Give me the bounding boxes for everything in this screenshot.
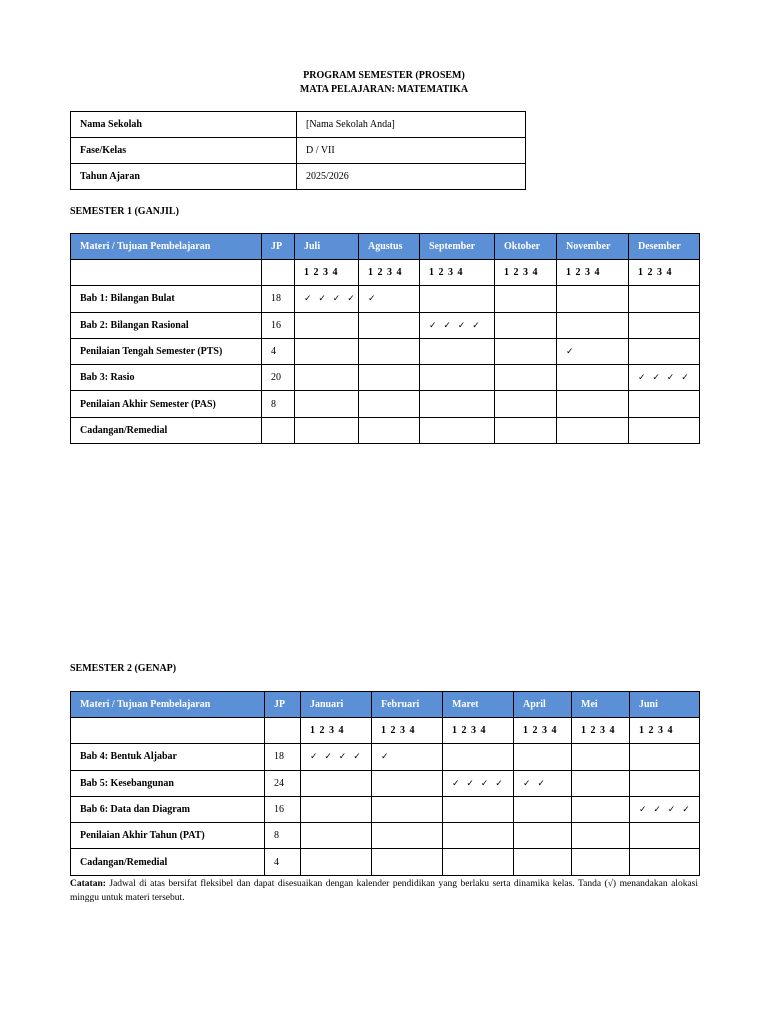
column-header-month: Juli [295,234,359,260]
week-allocation-cell [359,338,420,364]
week-numbers: 1 2 3 4 [420,260,495,286]
week-allocation-cell [557,365,629,391]
column-header-month: Oktober [495,234,557,260]
empty-cell [262,260,295,286]
document-subtitle: MATA PELAJARAN: MATEMATIKA [299,84,469,95]
week-allocation-cell [572,744,630,770]
table-row [71,417,700,443]
jp-cell: 4 [265,849,301,875]
checkmark-icon: ✓ [368,294,378,305]
semester-1-table [70,233,700,444]
week-allocation-cell [572,823,630,849]
checkmark-icon: ✓ ✓ ✓ ✓ [638,373,691,384]
week-allocation-cell [301,796,372,822]
jp-cell: 20 [262,365,295,391]
week-allocation-cell [420,286,495,312]
jp-cell [262,417,295,443]
materi-cell: Cadangan/Remedial [71,417,262,443]
week-allocation-cell [372,823,443,849]
week-allocation-cell [557,338,629,364]
materi-cell: Bab 3: Rasio [71,365,262,391]
materi-cell: Bab 5: Kesebangunan [71,770,265,796]
jp-cell: 16 [262,312,295,338]
week-allocation-cell [629,417,700,443]
week-allocation-cell [630,744,700,770]
school-info-table [70,111,526,190]
week-numbers: 1 2 3 4 [301,718,372,744]
week-allocation-cell [514,849,572,875]
jp-cell: 4 [262,338,295,364]
week-allocation-cell [359,391,420,417]
footnote-label: Catatan: [70,879,106,889]
week-numbers: 1 2 3 4 [514,718,572,744]
week-allocation-cell [630,770,700,796]
week-allocation-cell [420,312,495,338]
week-allocation-cell [629,391,700,417]
empty-cell [265,718,301,744]
week-allocation-cell [495,391,557,417]
week-allocation-cell [629,312,700,338]
info-label: Fase/Kelas [71,138,297,164]
week-allocation-cell [572,849,630,875]
jp-cell: 18 [262,286,295,312]
week-allocation-cell [301,849,372,875]
week-allocation-cell [420,338,495,364]
materi-cell: Bab 6: Data dan Diagram [71,796,265,822]
materi-cell: Bab 4: Bentuk Aljabar [71,744,265,770]
week-allocation-cell [630,849,700,875]
column-header-month: Desember [629,234,700,260]
footnote [70,877,698,905]
table-row [71,312,700,338]
week-allocation-cell [301,744,372,770]
info-value: [Nama Sekolah Anda] [297,112,526,138]
info-label: Tahun Ajaran [71,164,297,190]
info-value: D / VII [297,138,526,164]
week-allocation-cell [514,770,572,796]
semester-2-heading: SEMESTER 2 (GENAP) [70,663,177,674]
week-allocation-cell [295,417,359,443]
header-row [71,692,700,718]
week-allocation-cell [443,744,514,770]
week-allocation-cell [359,312,420,338]
week-number-row [71,260,700,286]
week-allocation-cell [301,823,372,849]
week-allocation-cell [629,338,700,364]
table-row [71,849,700,875]
checkmark-icon: ✓ ✓ ✓ ✓ [304,294,357,305]
week-allocation-cell [420,391,495,417]
table-row [71,796,700,822]
empty-cell [71,718,265,744]
column-header-month: Juni [630,692,700,718]
week-allocation-cell [295,338,359,364]
checkmark-icon: ✓ ✓ ✓ ✓ [310,752,363,763]
week-allocation-cell [420,365,495,391]
column-header-month: Mei [572,692,630,718]
week-allocation-cell [572,770,630,796]
checkmark-icon: ✓ ✓ ✓ ✓ [452,778,505,789]
week-allocation-cell [295,391,359,417]
semester-2-table [70,691,700,876]
materi-cell: Penilaian Tengah Semester (PTS) [71,338,262,364]
week-allocation-cell [495,312,557,338]
footnote-text: Jadwal di atas bersifat fleksibel dan dapat disesuaikan dengan kalender pendidikan yang berlaku serta dinamika kelas. Tanda (√) menandakan alokasi minggu untuk materi tersebut. [70,879,698,903]
week-allocation-cell [301,770,372,796]
materi-cell: Cadangan/Remedial [71,849,265,875]
week-allocation-cell [557,391,629,417]
empty-cell [71,260,262,286]
table-row [71,744,700,770]
column-header-materi: Materi / Tujuan Pembelajaran [71,692,265,718]
jp-cell: 8 [265,823,301,849]
week-numbers: 1 2 3 4 [443,718,514,744]
column-header-jp: JP [265,692,301,718]
column-header-materi: Materi / Tujuan Pembelajaran [71,234,262,260]
jp-cell: 18 [265,744,301,770]
header-row [71,234,700,260]
week-allocation-cell [514,796,572,822]
week-allocation-cell [295,312,359,338]
week-allocation-cell [372,744,443,770]
week-allocation-cell [359,286,420,312]
week-allocation-cell [372,849,443,875]
table-row [71,823,700,849]
materi-cell: Bab 1: Bilangan Bulat [71,286,262,312]
week-allocation-cell [443,823,514,849]
info-row [71,164,526,190]
week-allocation-cell [443,796,514,822]
column-header-month: Agustus [359,234,420,260]
checkmark-icon: ✓ ✓ ✓ ✓ [429,320,482,331]
week-allocation-cell [359,417,420,443]
table-row [71,338,700,364]
week-allocation-cell [630,796,700,822]
week-allocation-cell [629,365,700,391]
info-value: 2025/2026 [297,164,526,190]
info-label: Nama Sekolah [71,112,297,138]
column-header-month: April [514,692,572,718]
week-allocation-cell [557,312,629,338]
week-numbers: 1 2 3 4 [359,260,420,286]
materi-cell: Penilaian Akhir Tahun (PAT) [71,823,265,849]
materi-cell: Penilaian Akhir Semester (PAS) [71,391,262,417]
week-allocation-cell [629,286,700,312]
week-numbers: 1 2 3 4 [495,260,557,286]
checkmark-icon: ✓ ✓ [523,778,547,789]
jp-cell: 16 [265,796,301,822]
info-row [71,138,526,164]
week-allocation-cell [295,286,359,312]
week-allocation-cell [372,770,443,796]
week-allocation-cell [495,338,557,364]
jp-cell: 8 [262,391,295,417]
jp-cell: 24 [265,770,301,796]
checkmark-icon: ✓ [566,347,576,358]
column-header-month: September [420,234,495,260]
table-row [71,365,700,391]
week-allocation-cell [420,417,495,443]
week-allocation-cell [443,770,514,796]
table-row [71,286,700,312]
column-header-jp: JP [262,234,295,260]
week-allocation-cell [514,823,572,849]
week-numbers: 1 2 3 4 [295,260,359,286]
week-number-row [71,718,700,744]
week-allocation-cell [572,796,630,822]
column-header-month: Maret [443,692,514,718]
week-numbers: 1 2 3 4 [557,260,629,286]
semester-1-heading: SEMESTER 1 (GANJIL) [70,206,179,217]
checkmark-icon: ✓ [381,752,391,763]
week-numbers: 1 2 3 4 [572,718,630,744]
week-allocation-cell [359,365,420,391]
checkmark-icon: ✓ ✓ ✓ ✓ [639,805,692,816]
week-allocation-cell [495,365,557,391]
week-allocation-cell [443,849,514,875]
week-allocation-cell [630,823,700,849]
week-allocation-cell [372,796,443,822]
column-header-month: Januari [301,692,372,718]
week-allocation-cell [557,286,629,312]
materi-cell: Bab 2: Bilangan Rasional [71,312,262,338]
week-numbers: 1 2 3 4 [372,718,443,744]
column-header-month: November [557,234,629,260]
week-allocation-cell [514,744,572,770]
week-numbers: 1 2 3 4 [629,260,700,286]
week-allocation-cell [557,417,629,443]
info-row [71,112,526,138]
table-row [71,391,700,417]
week-allocation-cell [495,286,557,312]
table-row [71,770,700,796]
column-header-month: Februari [372,692,443,718]
week-allocation-cell [495,417,557,443]
week-allocation-cell [295,365,359,391]
week-numbers: 1 2 3 4 [630,718,700,744]
document-title: PROGRAM SEMESTER (PROSEM) [303,70,465,81]
